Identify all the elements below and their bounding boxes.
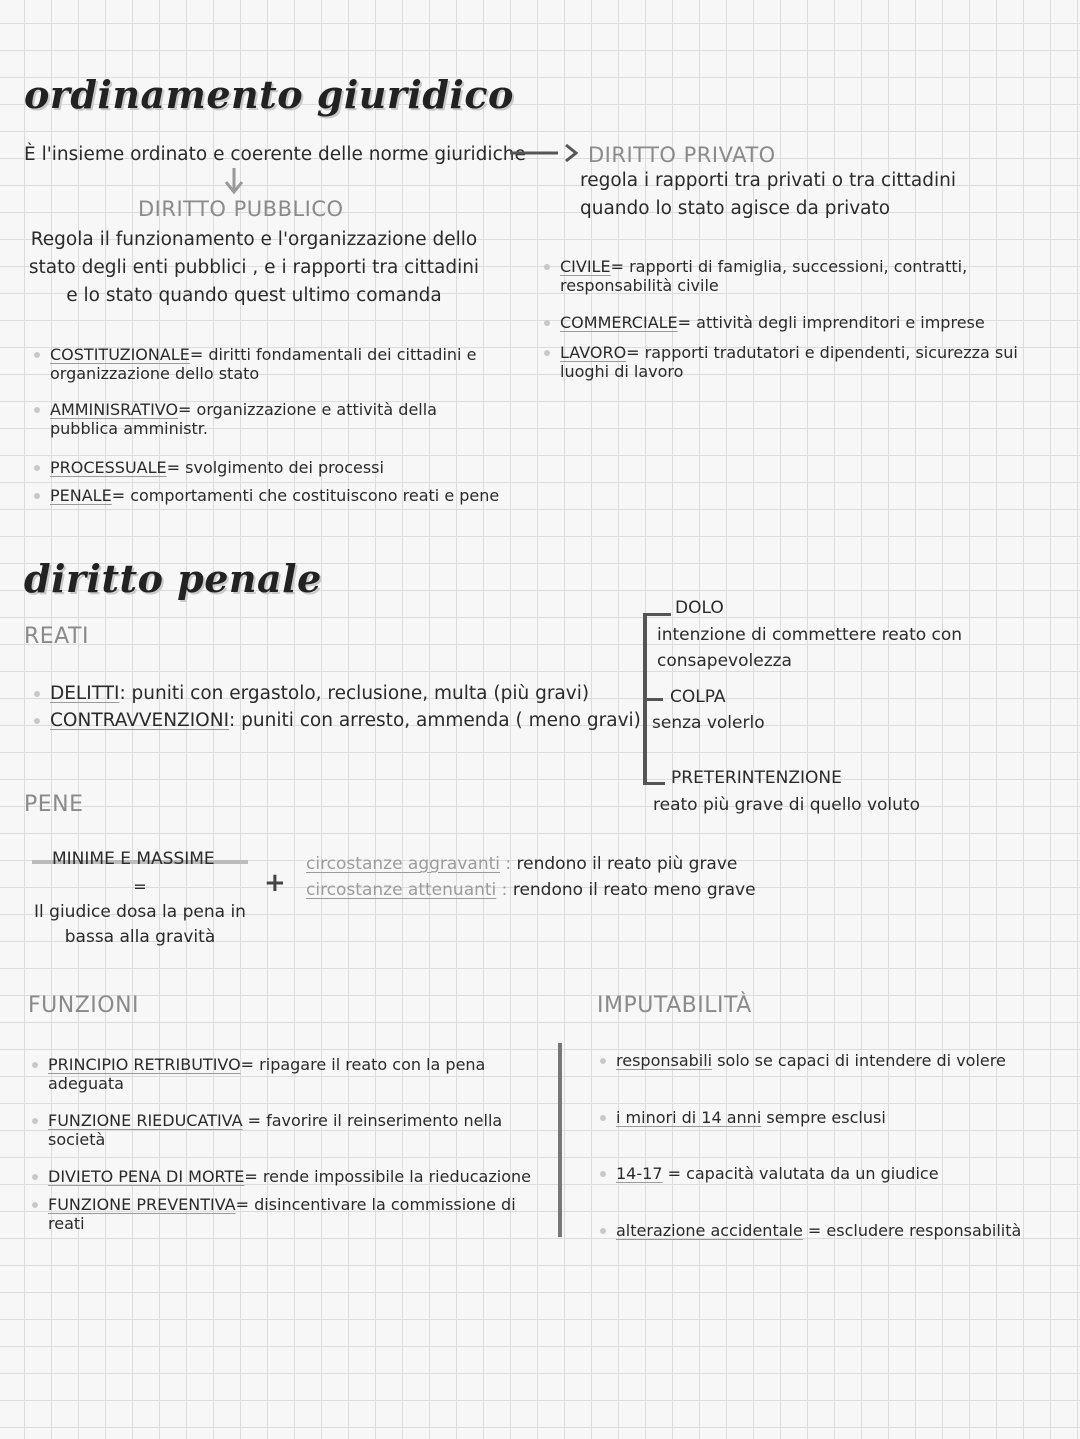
bracket-tick-preter — [643, 782, 665, 785]
bullet-dot — [34, 465, 40, 471]
pubblico-heading: DIRITTO PUBBLICO — [138, 197, 344, 221]
bullet-dot — [32, 1202, 38, 1208]
column-divider — [558, 1043, 562, 1237]
dolo-desc-1: intenzione di commettere reato con — [657, 625, 963, 645]
privato-heading: DIRITTO PRIVATO — [588, 143, 776, 167]
rieducativa-key: FUNZIONE RIEDUCATIVA — [48, 1111, 243, 1130]
preventiva-key: FUNZIONE PREVENTIVA — [48, 1195, 236, 1214]
pubblico-item-penale — [34, 486, 499, 505]
responsabili-text: solo se capaci di intendere di volere — [712, 1051, 1006, 1070]
minori-key: i minori di 14 anni — [616, 1108, 762, 1127]
page-title: ordinamento giuridico — [24, 72, 514, 117]
privato-desc-1: regola i rapporti tra privati o tra cittadini — [580, 170, 956, 191]
pubblico-desc-2: stato degli enti pubblici , e i rapporti tra cittadini — [28, 257, 480, 278]
retributivo-text-2: adeguata — [48, 1074, 124, 1093]
commerciale-text: = attività degli imprenditori e imprese — [677, 313, 985, 332]
divieto-key: DIVIETO PENA DI MORTE — [48, 1167, 245, 1186]
bullet-dot — [600, 1171, 606, 1177]
preventiva-text-2: reati — [48, 1214, 85, 1233]
alterazione-text: = escludere responsabilità — [802, 1221, 1022, 1240]
imputabilita-item-minori — [600, 1108, 886, 1127]
pubblico-desc-1: Regola il funzionamento e l'organizzazione dello — [30, 229, 478, 250]
funzioni-heading: FUNZIONI — [28, 993, 140, 1018]
colpa-desc: senza volerlo — [652, 713, 765, 733]
lavoro-key: LAVORO — [560, 343, 627, 362]
imputabilita-item-alterazione — [600, 1221, 1021, 1240]
contravvenzioni-key: CONTRAVVENZIONI — [50, 710, 230, 731]
lavoro-text: = rapporti tradutatori e dipendenti, sicurezza sui — [626, 343, 1018, 362]
bullet-dot — [544, 264, 550, 270]
bullet-dot — [34, 718, 40, 724]
giudice-text-2: bassa alla gravità — [64, 927, 216, 947]
bullet-dot — [34, 691, 40, 697]
bullet-dot — [544, 320, 550, 326]
privato-item-civile — [544, 257, 967, 295]
commerciale-key: COMMERCIALE — [560, 313, 678, 332]
rieducativa-text-2: società — [48, 1130, 106, 1149]
costituzionale-text: = diritti fondamentali dei cittadini e — [189, 345, 477, 364]
penale-text: = comportamenti che costituiscono reati e pene — [111, 486, 500, 505]
amministrativo-text: = organizzazione e attività della — [178, 400, 437, 419]
bullet-dot — [544, 350, 550, 356]
costituzionale-key: COSTITUZIONALE — [50, 345, 190, 364]
funzioni-item-preventiva — [32, 1195, 516, 1233]
pene-heading: PENE — [24, 792, 84, 817]
privato-item-commerciale — [544, 313, 985, 332]
civile-text: = rapporti di famiglia, successioni, contratti, — [610, 257, 968, 276]
retributivo-text: = ripagare il reato con la pena — [240, 1055, 486, 1074]
contravvenzioni-text: : puniti con arresto, ammenda ( meno gravi) — [229, 710, 641, 731]
dolo-label: DOLO — [675, 598, 724, 618]
delitti-text: : puniti con ergastolo, reclusione, multa (più gravi) — [119, 683, 590, 704]
pubblico-item-amministrativo — [34, 400, 437, 438]
alterazione-key: alterazione accidentale — [616, 1221, 803, 1240]
dolo-desc-2: consapevolezza — [657, 651, 792, 671]
preventiva-text: = disincentivare la commissione di — [235, 1195, 516, 1214]
bullet-dot — [32, 1118, 38, 1124]
range-text: = capacità valutata da un giudice — [662, 1164, 939, 1183]
bracket-tick-dolo — [643, 613, 671, 616]
minmax-label: MINIME E MASSIME — [52, 849, 215, 869]
rieducativa-text: = favorire il reinserimento nella — [242, 1111, 503, 1130]
privato-item-lavoro — [544, 343, 1018, 381]
bullet-dot — [600, 1058, 606, 1064]
funzioni-item-divieto — [32, 1167, 531, 1186]
reati-item-delitti — [34, 683, 589, 704]
privato-desc-2: quando lo stato agisce da privato — [580, 198, 891, 219]
bullet-dot — [32, 1174, 38, 1180]
bullet-dot — [34, 407, 40, 413]
circostanze-aggravanti — [306, 854, 737, 874]
bullet-dot — [34, 352, 40, 358]
range-key: 14-17 — [616, 1164, 663, 1183]
amministrativo-text-2: pubblica amministr. — [50, 419, 208, 438]
amministrativo-key: AMMINISRATIVO — [50, 400, 179, 419]
plus-icon: + — [264, 868, 286, 898]
bullet-dot — [600, 1228, 606, 1234]
arrow-down-icon — [222, 166, 246, 196]
reati-heading: REATI — [24, 624, 89, 649]
aggravanti-key: circostanze aggravanti — [306, 854, 500, 874]
imputabilita-item-14-17 — [600, 1164, 939, 1183]
definition-text: È l'insieme ordinato e coerente delle norme giuridiche — [24, 144, 526, 165]
bullet-dot — [34, 493, 40, 499]
colpa-label: COLPA — [670, 687, 726, 707]
funzioni-item-rieducativa — [32, 1111, 502, 1149]
aggravanti-text: rendono il reato più grave — [516, 854, 738, 874]
lavoro-text-2: luoghi di lavoro — [560, 362, 684, 381]
preter-label: PRETERINTENZIONE — [671, 768, 842, 788]
equals-sign: = — [133, 877, 147, 896]
civile-text-2: responsabilità civile — [560, 276, 719, 295]
minori-text: sempre esclusi — [761, 1108, 886, 1127]
pubblico-item-processuale — [34, 458, 384, 477]
imputabilita-item-responsabili — [600, 1051, 1006, 1070]
bracket-tick-colpa — [643, 698, 663, 701]
responsabili-key: responsabili — [616, 1051, 713, 1070]
costituzionale-text-2: organizzazione dello stato — [50, 364, 260, 383]
imputabilita-heading: IMPUTABILITÀ — [597, 993, 752, 1018]
processuale-text: = svolgimento dei processi — [166, 458, 384, 477]
civile-key: CIVILE — [560, 257, 611, 276]
circostanze-attenuanti — [306, 880, 756, 900]
preter-desc: reato più grave di quello voluto — [653, 795, 920, 815]
giudice-text-1: Il giudice dosa la pena in — [34, 902, 246, 922]
pubblico-item-costituzionale — [34, 345, 476, 383]
bullet-dot — [600, 1115, 606, 1121]
attenuanti-text: rendono il reato meno grave — [512, 880, 756, 900]
attenuanti-key: circostanze attenuanti — [306, 880, 497, 900]
pubblico-desc-3: e lo stato quando quest ultimo comanda — [66, 285, 442, 306]
attenuanti-sep: : — [496, 880, 513, 900]
retributivo-key: PRINCIPIO RETRIBUTIVO — [48, 1055, 241, 1074]
section-title-diritto-penale: diritto penale — [24, 556, 322, 601]
delitti-key: DELITTI — [50, 683, 120, 704]
reati-item-contravvenzioni — [34, 710, 641, 731]
bullet-dot — [32, 1062, 38, 1068]
processuale-key: PROCESSUALE — [50, 458, 167, 477]
divieto-text: = rende impossibile la rieducazione — [244, 1167, 531, 1186]
aggravanti-sep: : — [499, 854, 517, 874]
arrow-right-icon — [508, 142, 580, 164]
penale-key: PENALE — [50, 486, 112, 505]
funzioni-item-retributivo — [32, 1055, 485, 1093]
